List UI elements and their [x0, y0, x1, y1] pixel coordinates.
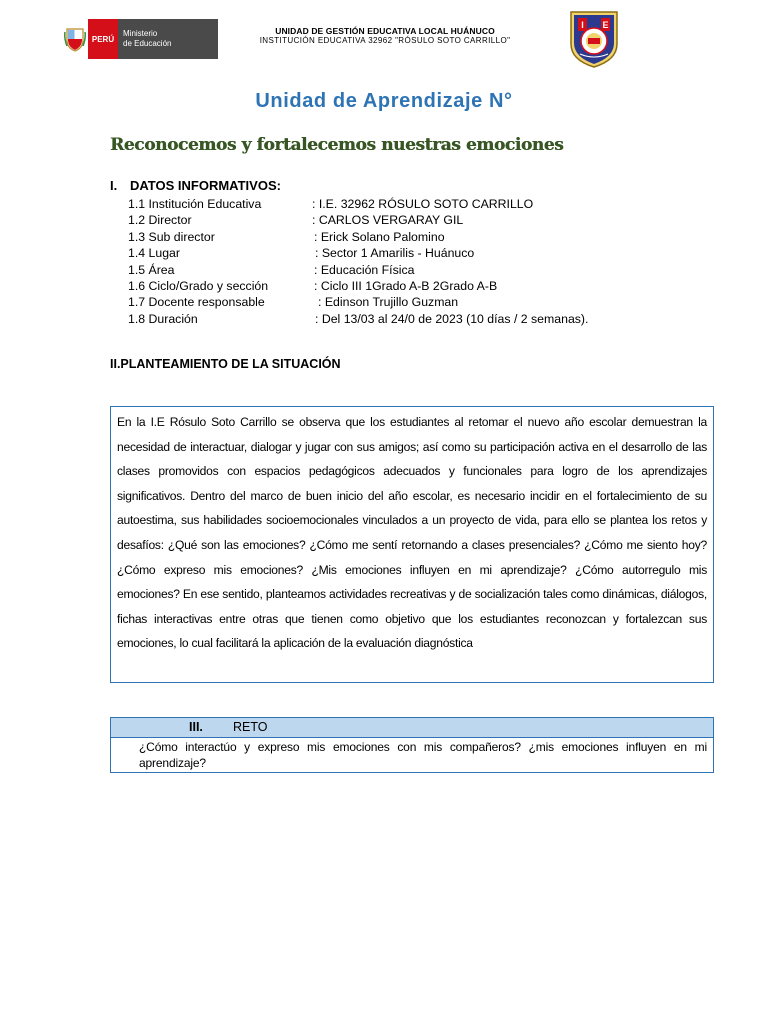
situation-box: [110, 406, 714, 683]
info-key: 1.6 Ciclo/Grado y sección: [128, 278, 269, 293]
info-key: 1.2 Director: [128, 213, 192, 228]
ministry-line1: Ministerio: [123, 29, 158, 38]
peru-shield-icon: [61, 19, 88, 59]
ugel-heading: UNIDAD DE GESTIÓN EDUCATIVA LOCAL HUÁNUCO: [275, 26, 495, 36]
info-key: 1.3 Sub director: [128, 229, 215, 244]
page-title: Unidad de Aprendizaje N°: [255, 90, 513, 112]
info-key: 1.7 Docente responsable: [128, 295, 265, 310]
reto-header: [111, 718, 713, 738]
info-key: 1.1 Institución Educativa: [128, 197, 262, 211]
section3-number: III.: [189, 720, 203, 734]
school-crest-icon: [568, 10, 620, 68]
info-value: : Educación Física: [314, 262, 415, 277]
situation-text: En la I.E Rósulo Soto Carrillo se observa que los estudiantes al retomar el nuevo año escolar demuestran la necesidad de interactuar, dialogar y jugar con sus amigos; así como su participación activa en el desarrollo de las clases promovidos con espacios pedagógicos adecuados y funcionales para logro de los aprendizajes significativos. Dentro del marco de buen inicio del año escolar, es necesario incidir en el fortalecimiento de su autoestima, sus habilidades socioemocionales vinculados a un proyecto de vida, para ello se plantea los retos y desafíos: ¿Qué son las emociones? ¿Cómo me sentí retornando a clases presenciales? ¿Cómo me siento hoy? ¿Cómo expreso mis emociones? ¿Mis emociones influyen en mi aprendizaje? ¿Cómo autorregulo mis emociones? En ese sentido, planteamos actividades recreativas y de socialización tales como dinámicas, diálogos, fichas interactivas entre otras que tienen como objetivo que los estudiantes reconozcan y fortalezcan sus emociones, lo cual facilitará la aplicación de la evaluación diagnóstica: [117, 415, 707, 651]
info-value: : Erick Solano Palomino: [314, 229, 445, 244]
section1-heading: [110, 178, 281, 193]
section1-title: DATOS INFORMATIVOS:: [130, 178, 281, 193]
section3-title: RETO: [233, 720, 268, 734]
reto-table: [110, 717, 714, 773]
section2-heading: II.PLANTEAMIENTO DE LA SITUACIÓN: [110, 357, 341, 371]
info-key: 1.8 Duración: [128, 311, 198, 326]
reto-text: ¿Cómo interactúo y expreso mis emociones con mis compañeros? ¿mis emociones influyen en mi aprendizaje?: [139, 740, 707, 770]
info-value: : Ciclo III 1Grado A-B 2Grado A-B: [314, 278, 498, 293]
ministry-name: [118, 19, 218, 59]
minedu-logo: [61, 19, 218, 59]
section1-number: I.: [110, 178, 118, 193]
info-value: : Sector 1 Amarilis - Huánuco: [315, 246, 475, 261]
peru-label: PERÚ: [88, 19, 118, 59]
info-value: : Edinson Trujillo Guzman: [318, 295, 459, 310]
svg-text:E: E: [602, 20, 609, 30]
svg-text:I: I: [581, 20, 584, 30]
unit-subtitle: Reconocemos y fortalecemos nuestras emociones: [110, 135, 564, 155]
institution-heading: INSTITUCIÓN EDUCATIVA 32962 "RÓSULO SOTO CARRILLO": [259, 36, 511, 45]
info-value: : I.E. 32962 RÓSULO SOTO CARRILLO: [312, 197, 534, 211]
info-key: 1.4 Lugar: [128, 246, 180, 261]
info-key: 1.5 Área: [128, 262, 175, 277]
ministry-line2: de Educación: [123, 39, 172, 48]
info-value: : CARLOS VERGARAY GIL: [312, 213, 464, 228]
info-value: : Del 13/03 al 24/0 de 2023 (10 días / 2 semanas).: [315, 311, 589, 326]
